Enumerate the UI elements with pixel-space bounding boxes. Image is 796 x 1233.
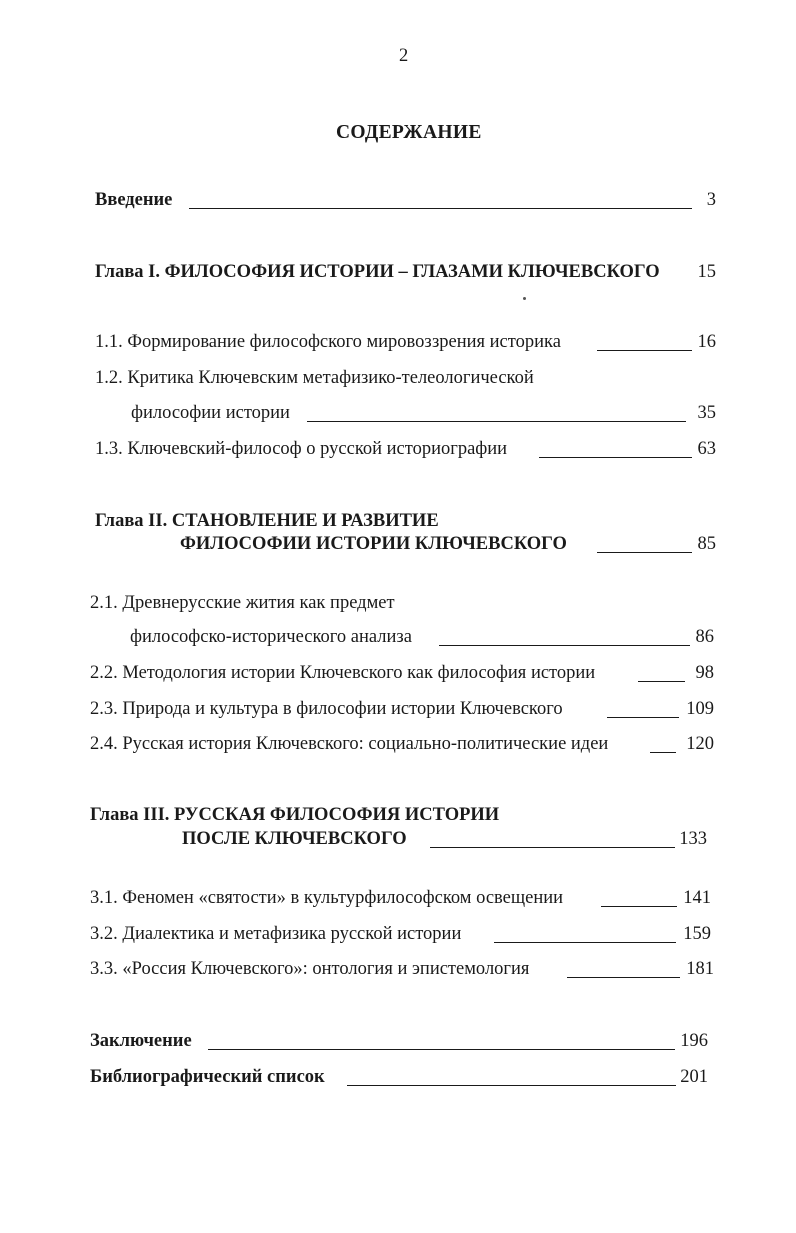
toc-label-line2: философии истории	[131, 403, 290, 423]
page-title: СОДЕРЖАНИЕ	[336, 122, 482, 143]
toc-page: 16	[697, 332, 716, 352]
toc-page: 15	[697, 262, 716, 282]
leader-line	[607, 717, 679, 718]
speck	[523, 297, 526, 300]
toc-label-line2: философско-исторического анализа	[130, 627, 412, 647]
toc-page: 196	[680, 1031, 708, 1051]
toc-label: Заключение	[90, 1031, 192, 1051]
toc-label: 1.1. Формирование философского мировоззрения историка	[95, 332, 561, 352]
leader-line	[494, 942, 676, 943]
leader-line	[539, 457, 692, 458]
toc-label: Глава I. ФИЛОСОФИЯ ИСТОРИИ – ГЛАЗАМИ КЛЮЧЕВСКОГО	[95, 262, 660, 282]
leader-line	[307, 421, 686, 422]
toc-page: 3	[706, 190, 716, 210]
toc-page: 63	[697, 439, 716, 459]
toc-page: 181	[686, 959, 714, 979]
page-number: 2	[399, 46, 409, 66]
leader-line	[439, 645, 690, 646]
toc-page: 133	[679, 829, 707, 849]
leader-line	[601, 906, 677, 907]
leader-line	[189, 208, 692, 209]
toc-page: 201	[680, 1067, 708, 1087]
toc-label: 3.3. «Россия Ключевского»: онтология и эпистемология	[90, 959, 530, 979]
toc-page: 141	[683, 888, 711, 908]
toc-label-line1: 1.2. Критика Ключевским метафизико-телеологической	[95, 368, 534, 388]
toc-label: Библиографический список	[90, 1067, 325, 1087]
toc-page: 120	[686, 734, 714, 754]
toc-page: 35	[697, 403, 716, 423]
leader-line	[650, 752, 676, 753]
leader-line	[208, 1049, 675, 1050]
toc-label-line1: 2.1. Древнерусские жития как предмет	[90, 593, 395, 613]
toc-label: 2.3. Природа и культура в философии истории Ключевского	[90, 699, 563, 719]
toc-label-line1: Глава II. СТАНОВЛЕНИЕ И РАЗВИТИЕ	[95, 511, 439, 531]
toc-label: 1.3. Ключевский-философ о русской историографии	[95, 439, 508, 459]
leader-line	[347, 1085, 676, 1086]
toc-label: Введение	[95, 190, 173, 210]
toc-label: 3.1. Феномен «святости» в культурфилософском освещении	[90, 888, 564, 908]
leader-line	[567, 977, 680, 978]
toc-label: 2.4. Русская история Ключевского: социально-политические идеи	[90, 734, 609, 754]
leader-line	[430, 847, 675, 848]
toc-page: 159	[683, 924, 711, 944]
toc-label-line1: Глава III. РУССКАЯ ФИЛОСОФИЯ ИСТОРИИ	[90, 805, 500, 825]
toc-label-line2: ФИЛОСОФИИ ИСТОРИИ КЛЮЧЕВСКОГО	[180, 534, 567, 554]
toc-page: 85	[697, 534, 716, 554]
toc-page: 86	[695, 627, 714, 647]
toc-page: 98	[695, 663, 714, 683]
toc-label: 3.2. Диалектика и метафизика русской истории	[90, 924, 462, 944]
toc-label: 2.2. Методология истории Ключевского как философия истории	[90, 663, 596, 683]
toc-label-line2: ПОСЛЕ КЛЮЧЕВСКОГО	[182, 829, 407, 849]
toc-page: 109	[686, 699, 714, 719]
